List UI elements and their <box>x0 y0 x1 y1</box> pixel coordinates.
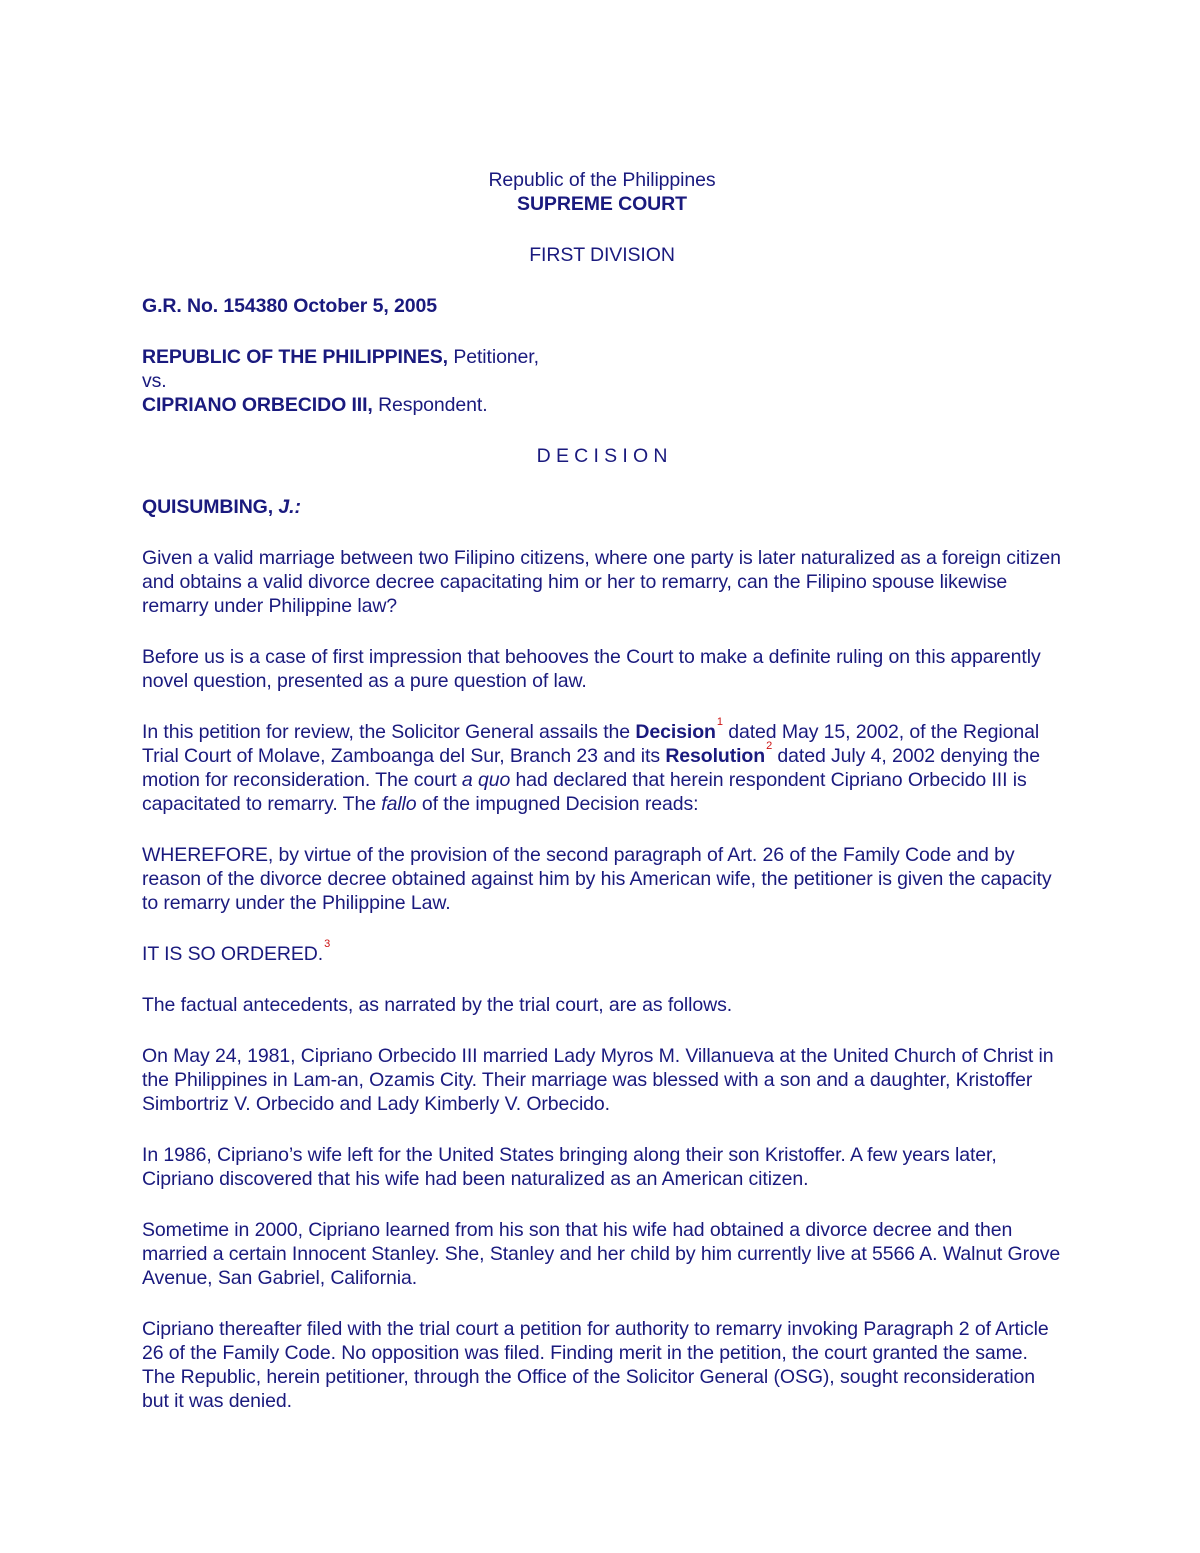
p3-text-3: dated July 4, 2002 denying the motion for reconsideration. The court <box>142 745 1041 791</box>
p3-text-1: In this petition for review, the Solicitor General assails the <box>142 721 636 743</box>
paragraph-so-ordered <box>142 937 1062 966</box>
respondent-role: Respondent. <box>378 394 488 416</box>
p3-text-5: of the impugned Decision reads: <box>416 793 699 815</box>
p3-text-2: dated May 15, 2002, of the Regional Trial Court of Molave, Zamboanga del Sur, Branch 23 and its <box>142 721 1040 767</box>
paragraph-2000: Sometime in 2000, Cipriano learned from his son that his wife had obtained a divorce decree and then married a certain Innocent Stanley. She, Stanley and her child by him currently live at 5566 A. Walnut Grove Avenue, San Gabriel, California. <box>142 1219 1061 1289</box>
paragraph-petition: Cipriano thereafter filed with the trial court a petition for authority to remarry invoking Paragraph 2 of Article 26 of the Family Code. No opposition was filed. Finding merit in the petition, the court granted the same. The Republic, herein petitioner, through the Office of the Solicitor General (OSG), sought reconsideration but it was denied. <box>142 1318 1049 1412</box>
a-quo-term: a quo <box>461 769 511 791</box>
decision-heading <box>142 444 1062 468</box>
decision-link[interactable]: Decision <box>635 721 716 743</box>
versus-line: vs. <box>142 370 167 392</box>
p3-text-4: had declared that herein respondent Cipriano Orbecido III is capacitated to remarry. The <box>142 769 1027 815</box>
respondent-name: CIPRIANO ORBECIDO III, <box>142 394 373 416</box>
gr-number: G.R. No. 154380 October 5, 2005 <box>142 295 437 317</box>
ponente-title: J.: <box>278 496 301 518</box>
ponente <box>142 495 1062 519</box>
paragraph-2: Before us is a case of first impression that behooves the Court to make a definite ruling on this apparently novel question, presented as a pure question of law. <box>142 646 1041 692</box>
so-ordered-text: IT IS SO ORDERED. <box>142 943 324 965</box>
ponente-name: QUISUMBING, <box>142 496 274 518</box>
resolution-link[interactable]: Resolution <box>665 745 766 767</box>
footnote-3-marker[interactable]: 3 <box>324 937 331 950</box>
petitioner-name: REPUBLIC OF THE PHILIPPINES, <box>142 346 448 368</box>
paragraph-3 <box>142 715 1062 816</box>
court-name: SUPREME COURT <box>517 193 687 215</box>
petitioner-role: Petitioner, <box>453 346 539 368</box>
republic-line: Republic of the Philippines <box>488 169 716 191</box>
decision-heading-text: D E C I S I O N <box>536 445 668 467</box>
paragraph-marriage: On May 24, 1981, Cipriano Orbecido III married Lady Myros M. Villanueva at the United Church of Christ in the Philippines in Lam-an, Ozamis City. Their marriage was blessed with a son and a daughter, Kristoffer Simbortriz V. Orbecido and Lady Kimberly V. Orbecido. <box>142 1045 1054 1115</box>
footnote-2-marker[interactable]: 2 <box>766 739 773 752</box>
paragraph-antecedents: The factual antecedents, as narrated by the trial court, are as follows. <box>142 994 733 1016</box>
paragraph-wherefore: WHEREFORE, by virtue of the provision of the second paragraph of Art. 26 of the Family Code and by reason of the divorce decree obtained against him by his American wife, the petitioner is given the capacity to remarry under the Philippine Law. <box>142 844 1052 914</box>
case-parties <box>142 345 1062 417</box>
fallo-term: fallo <box>381 793 417 815</box>
respondent-line <box>142 393 1062 417</box>
paragraph-1: Given a valid marriage between two Filipino citizens, where one party is later naturalized as a foreign citizen and obtains a valid divorce decree capacitating him or her to remarry, can the Filipino spouse likewise remarry under Philippine law? <box>142 547 1061 617</box>
document-page <box>142 168 1062 1413</box>
paragraph-1986: In 1986, Cipriano’s wife left for the United States bringing along their son Kristoffer. A few years later, Cipriano discovered that his wife had been naturalized as an American citizen. <box>142 1144 997 1190</box>
petitioner-line <box>142 345 1062 369</box>
footnote-1-marker[interactable]: 1 <box>716 715 723 728</box>
division-line: FIRST DIVISION <box>529 244 675 266</box>
court-header <box>142 168 1062 216</box>
